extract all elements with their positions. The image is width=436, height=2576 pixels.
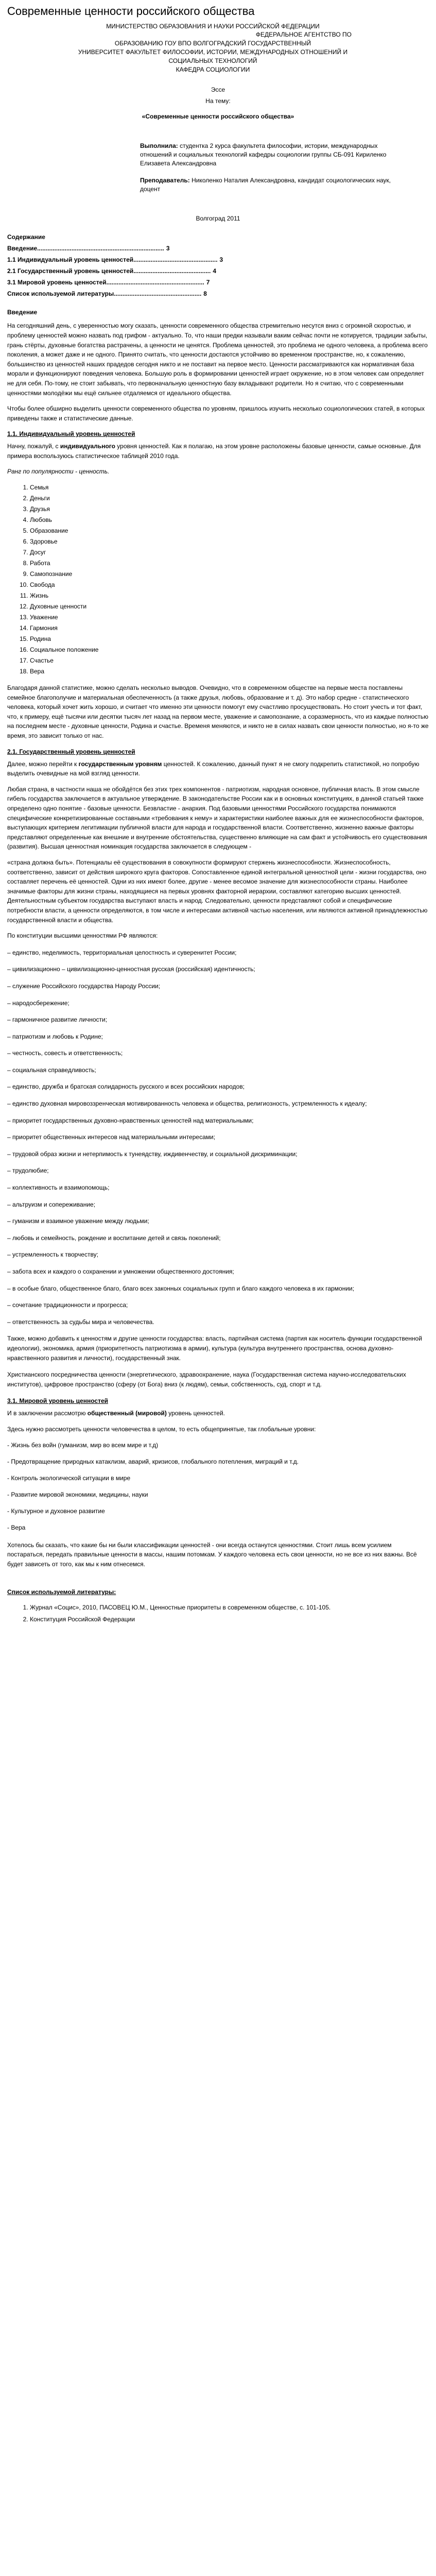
toc-heading: Содержание [7,233,45,241]
author-text: студентка 2 курса факультета философии, истории, международных отношений и социальных технологий кафедры социологии группы СБ-091 Кириленко Елизавета Александровна [140,142,387,167]
list-item: – единство, неделимость, территориальная целостность и суверенитет России; [7,948,237,956]
toc-item-leader: ................................................. [133,256,218,264]
list-item: 16. Социальное положение [30,645,429,654]
table-of-contents [7,232,429,298]
global-values-list [7,1440,429,1532]
list-item: – в особые благо, общественное благо, благо всех законных социальных групп и благо каждого человека в их гармонии; [7,1284,355,1292]
emphasis-text: общественный (мировой) [87,1410,167,1417]
list-item: – честность, совесть и ответственность; [7,1049,123,1057]
references-heading: Список используемой литературы: [7,1588,116,1596]
toc-item-label: 3.1 Мировой уровень ценностей [7,279,107,286]
list-item: – забота всех и каждого о сохранении и умножении общественного достояния; [7,1268,234,1276]
toc-item-label: 2.1 Государственный уровень ценностей [7,267,134,275]
section-2-1-paragraph: Любая страна, в частности наша не обойдётся без этих трех компонентов - патриотизм, народная основное, публичная власть. В этом смысле гибель государства заключается в актуальное утверждение. В законодательстве России как и в основных конституциях, в данной статьей также определено одно понятие - базовые ценности. Безвластие - анархия. Под базовыми ценностями Российского государства понимаются специфические конкретизированные составными «требования к нему» и характеристики наиболее важных для ее жизнеспособности факторов, выступающих критерием легитимации публичной власти для народа и государственной власти. Соответственно, жизненно важные факторы представляют определенные как внешние и внутренние обстоятельства, существенно влияющие на сам факт и устойчивость его существования (развития). Высшая ценностная номинация государства заключается в следующем - [7,785,427,851]
teacher-info [140,176,397,194]
list-item: – социальная справедливость; [7,1066,96,1074]
list-item: – коллективность и взаимопомощь; [7,1184,110,1192]
constitution-paragraph: Христианского посредничества ценности (энергетического, здравоохранение, наука (Государственная система научно-исследовательских институтов), цифровое пространство (сферу (от Бога) вниз (к людям), семьи, собственность, суд, спорт и т.д. [7,1371,406,1388]
list-item: 14. Гармония [30,623,429,633]
list-item: – единство духовная мировоззренческая мотивированность человека и общества, религиозность, устремленность к идеалу; [7,1100,367,1108]
list-item: – любовь и семейность, рождение и воспитание детей и связь поколений; [7,1234,221,1242]
author-label: Выполнила: [140,142,178,150]
text-run: ценностей. К сожалению, данный пункт я не смогу подкрепить статистикой, но попробую выделить очевидные на мой взгляд ценности. [7,760,420,777]
toc-item[interactable] [7,266,429,276]
list-item: – гуманизм и взаимное уважение между людьми; [7,1217,149,1225]
section-3-1-paragraph [7,1409,429,1418]
list-item: – трудолюбие; [7,1167,49,1175]
credits-block [140,142,397,193]
toc-item-leader: ......................................................... [106,279,204,286]
list-item: 10. Свобода [30,580,429,589]
header-line-3: ОБРАЗОВАНИЮ ГОУ ВПО ВОЛГОГРАДСКИЙ ГОСУДАРСТВЕННЫЙ [114,40,311,47]
toc-item-leader: .......................................................................... [37,245,164,252]
list-item: 17. Счастье [30,656,429,665]
theme-title: «Современные ценности российского общества» [142,113,294,121]
reference-item: 2. Конституция Российской Федерации [30,1615,429,1624]
text-run: Начну, пожалуй, с [7,443,60,450]
text-run: И в заключении рассмотрю [7,1410,88,1417]
list-item: – единство, дружба и братская солидарность русского и всех российских народов; [7,1083,245,1091]
emphasis-text: индивидуального [60,443,115,450]
teacher-label: Преподаватель: [140,176,190,184]
toc-item-leader: ................................................... [114,290,202,298]
list-item: 9. Самопознание [30,569,429,579]
list-item: 11. Жизнь [30,591,429,600]
values-rank-list [7,483,429,676]
constitution-values [7,931,429,1389]
toc-item-label: 1.1 Индивидуальный уровень ценностей [7,256,134,264]
emphasis-text: государственным уровням [78,760,162,768]
list-item: 12. Духовные ценности [30,602,429,611]
header-line-4: УНИВЕРСИТЕТ ФАКУЛЬТЕТ ФИЛОСОФИИ, ИСТОРИИ, МЕЖДУНАРОДНЫХ ОТНОШЕНИЙ И [78,48,348,56]
toc-item[interactable] [7,278,429,287]
text-run: уровень ценностей. [166,1410,225,1417]
toc-item-page: 3 [166,245,170,252]
constitution-intro: По конституции высшими ценностями РФ являются: [7,932,158,940]
toc-item-page: 4 [213,267,217,275]
list-item: 2. Деньги [30,494,429,503]
section-2-1-paragraph: «страна должна быть». Потенциалы её существования в совокупности формируют стержень жизнеспособности. Жизнеспособность, соответственно, зависит от действия широкого круга факторов. Сопоставленное единой интегральной ценностной цели - жизни государства, оно составляет перечень её ценностей. Одни из них имеют более, другие - менее весомое значение для жизнеспособности страны. Наиболее значимые факторы для жизни страны, находящиеся на первых уровнях факторной иерархии, составляют категорию высших ценностей. Деятельностным субъектом государства выступают власть и народ. Следовательно, ценности представляют собой и специфические потребности власти, а ценности определяются, в том числе и интересами активной частью населения, или являются активной принадлежностью государственной власти и общества. [7,858,428,924]
list-item: 8. Работа [30,558,429,568]
toc-item[interactable] [7,255,429,264]
list-item: 1. Семья [30,483,429,492]
list-item: – трудовой образ жизни и нетерпимость к тунеядству, иждивенчеству, и социальной дискриминации; [7,1150,298,1158]
toc-item-page: 7 [206,279,210,286]
list-item: - Развитие мировой экономики, медицины, науки [7,1490,148,1498]
toc-item-leader: ............................................. [133,267,211,275]
list-item: - Жизнь без войн (гуманизм, мир во всем мире и т.д) [7,1441,159,1449]
list-item: – приоритет государственных духовно-нравственных ценностей над материальными; [7,1116,254,1124]
list-item: 13. Уважение [30,613,429,622]
list-item: – альтруизм и сопереживание; [7,1200,96,1208]
list-item: – служение Российского государства Народу России; [7,982,161,990]
text-run: Далее, можно перейти к [7,760,79,768]
teacher-text: Николенко Наталия Александровна, кандидат социологических наук, доцент [140,176,391,193]
section-3-1-heading: 3.1. Мировой уровень ценностей [7,1397,108,1405]
header-line-1: МИНИСТЕРСТВО ОБРАЗОВАНИЯ И НАУКИ РОССИЙСКОЙ ФЕДЕРАЦИИ [106,22,320,30]
list-item: - Предотвращение природных катаклизм, аварий, кризисов, глобального потепления, миграций и т.д. [7,1458,299,1465]
section-1-1-heading: 1.1. Индивидуальный уровень ценностей [7,430,135,438]
section-2-1-paragraph [7,759,429,778]
section-1-1-paragraph [7,442,429,461]
essay-label: Эссе [211,86,225,94]
list-item: 5. Образование [30,526,429,535]
header-line-6: КАФЕДРА СОЦИОЛОГИИ [176,65,250,73]
list-item: 18. Вера [30,667,429,676]
list-item: – устремленность к творчеству; [7,1251,98,1259]
toc-item[interactable] [7,289,429,298]
references-list [7,1603,429,1624]
author-info [140,142,397,167]
intro-paragraph: Чтобы более обширно выделить ценности современного общества по уровням, пришлось изучить несколько социологических статей, в которых приведены также и статистические данные. [7,405,425,422]
list-item: – приоритет общественных интересов над материальными интересами; [7,1133,216,1141]
conclusion-paragraph: Хотелось бы сказать, что какие бы ни были классификации ценностей - они всегда останутся ценностями. Стоит лишь всем усилием постараться, передать правильные ценности в массы, нашим потомкам. У каждого человека есть свои ценности, но не все из них важны. Всё будет зависеть от того, как мы к ним отнесемся. [7,1541,417,1568]
toc-item-page: 8 [203,290,207,298]
city-year: Волгоград 2011 [196,215,240,223]
header-line-5: СОЦИАЛЬНЫХ ТЕХНОЛОГИЙ [168,57,257,64]
section-3-1-paragraph: Здесь нужно рассмотреть ценности человечества в целом, то есть общепринятые, так глобальные уровни: [7,1425,316,1433]
list-item: – народосбережение; [7,999,69,1007]
header-line-2: ФЕДЕРАЛЬНОЕ АГЕНТСТВО ПО [255,31,352,39]
list-item: – патриотизм и любовь к Родине; [7,1032,103,1040]
list-item: – сочетание традиционности и прогресса; [7,1301,128,1309]
intro-heading: Введение [7,309,38,316]
toc-item-label: Введение [7,245,38,252]
list-item: - Вера [7,1523,26,1531]
list-item: 15. Родина [30,634,429,643]
list-item: - Контроль экологической ситуации в мире [7,1474,131,1482]
list-item: 6. Здоровье [30,537,429,546]
constitution-paragraph: Также, можно добавить к ценностям и другие ценности государства: власть, партийная система (партия как носитель функции государственной идеологии), экономика, армия (приоритетность патриотизма в армии), культура (культура внутреннего пространства, основа духовно-нравственного развития и личности), государственный знак. [7,1335,422,1362]
list-item: 4. Любовь [30,515,429,524]
theme-label: На тему: [205,97,231,105]
list-item: – цивилизационно – цивилизационно-ценностная русская (российская) идентичность; [7,965,255,973]
section-1-1-conclusion: Благодаря данной статистике, можно сделать несколько выводов. Очевидно, что в современном обществе на первые места поставлены семейное благополучие и материальная обеспеченность (а также друзья, любовь, образование и т. д). Это набор средне - статистического человека, который хочет жить хорошо, и считает что именно эти ценности помогут ему счастливо просуществовать. Но стоит учесть и тот факт, что, к примеру, ещё тысячи или десятки тысяч лет назад на первом месте, уважение и самопознание, а соразмерность, что из каждые полностью на последнем месте - духовные ценности, Родина и счастье. Временя меняются, и никто не в силах назвать свои ценности полностью, но я-то же время, это зависит только от нас. [7,684,429,740]
toc-item-page: 3 [219,256,223,264]
toc-item[interactable] [7,244,429,253]
list-item: 3. Друзья [30,504,429,514]
text-run: уровня ценностей. Как я полагаю, на этом уровне расположены базовые ценности, самые основные. Для примера воспользуюсь статистическое таблицей 2010 года. [7,443,421,460]
document-title: Современные ценности российского общества [7,5,255,18]
intro-paragraph: На сегодняшний день, с уверенностью могу сказать, ценности современного общества стремительно несутся вниз с огромной скоростью, и проблему ценностей можно назвать под грифом - актуально. То, что наши предки называли ваким сейчас почти не котируется, традиции забыты, грань стёрты, духовные богатства растрачены, а ценности не ценятся. Проблема ценностей, это проблема не одного человека, а проблема всего поколения, а может даже и не одного. Принято считать, что ценности достаются устойчиво во временном пространстве, но, к сожалению, большинство из ценностей наших прадедов сегодня никто и не поставит на первое место. Ценности рассматриваются как нормативная база морали и функционируют поведения человека. Большую роль в формировании ценностей играет окружение, но в этом человек сам определяет не для себя. По-тому, не стоит забывать, что первоначальную ценностную базу вкладывают родители. Но я считаю, что с современными ценностями молодёжи мы ещё сильнее отдаляемся от идеального общества. [7,322,428,397]
list-item: – ответственность за судьбы мира и человечества. [7,1318,154,1326]
list-item: 7. Досуг [30,548,429,557]
list-item: - Культурное и духовное развитие [7,1507,105,1515]
toc-item-label: Список используемой литературы [7,290,114,298]
rank-label: Ранг по популярности - ценность. [7,468,110,476]
institution-header [7,22,429,74]
list-item: – гармоничное развитие личности; [7,1016,108,1024]
reference-item: 1. Журнал «Социс», 2010, ПАСОВЕЦ Ю.М., Ценностные приоритеты в современном обществе, с. 101-105. [30,1603,429,1612]
section-2-1-heading: 2.1. Государственный уровень ценностей [7,748,135,755]
